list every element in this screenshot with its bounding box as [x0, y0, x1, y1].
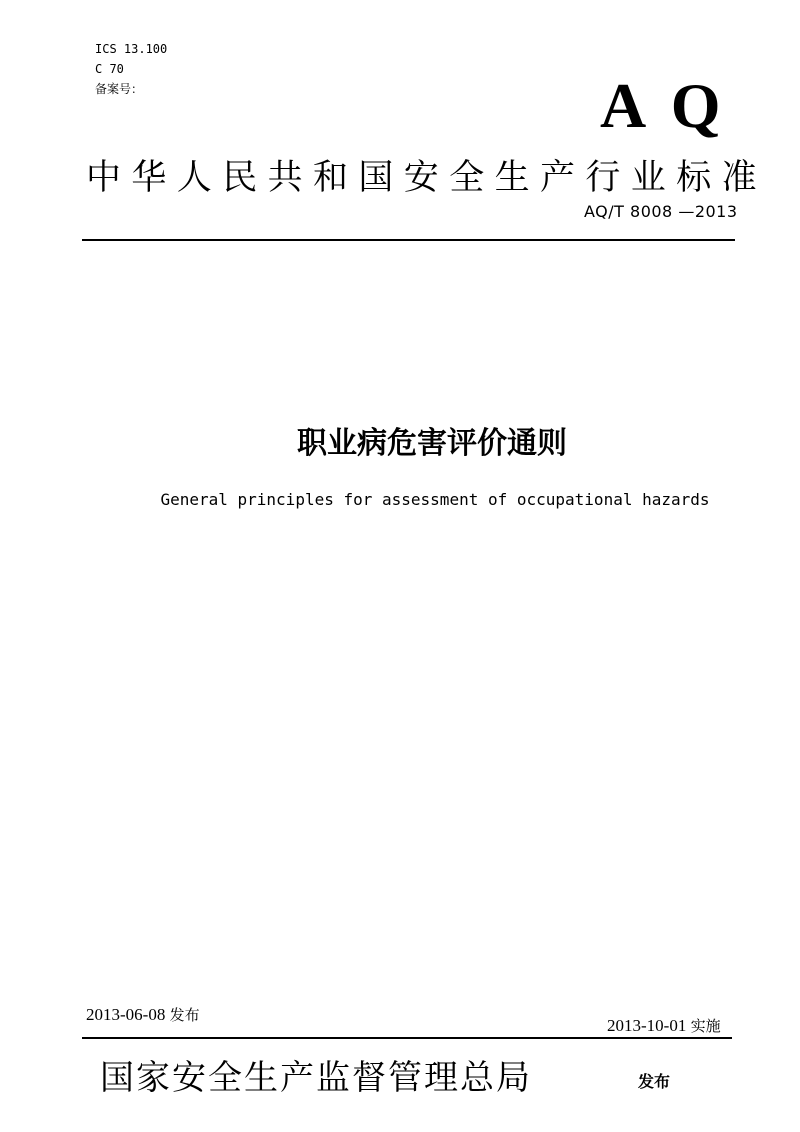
authority-issue-label: 发布: [638, 1072, 671, 1091]
record-number-label: 备案号：: [95, 82, 144, 96]
ics-code: ICS 13.100: [95, 42, 168, 56]
standard-number: AQ/T 8008 —2013: [584, 202, 738, 221]
aq-logo: A Q: [600, 70, 727, 141]
issue-date-line: [86, 1004, 200, 1025]
issue-label: 发布: [169, 1006, 200, 1024]
document-title-cn: 职业病危害评价通则: [297, 426, 567, 461]
standard-category-title: 中华人民共和国安全生产行业标准: [86, 158, 768, 198]
effective-label: 实施: [690, 1017, 721, 1035]
document-title-en: General principles for assessment of occupational hazards: [160, 490, 710, 509]
effective-date-line: [607, 1015, 721, 1036]
effective-date: 2013-10-01: [607, 1016, 687, 1035]
issuing-authority: 国家安全生产监督管理总局: [100, 1058, 532, 1098]
issue-date: 2013-06-08: [86, 1005, 166, 1024]
footer-divider: [82, 1037, 732, 1039]
ccs-code: C 70: [95, 62, 124, 76]
header-divider: [82, 239, 735, 241]
